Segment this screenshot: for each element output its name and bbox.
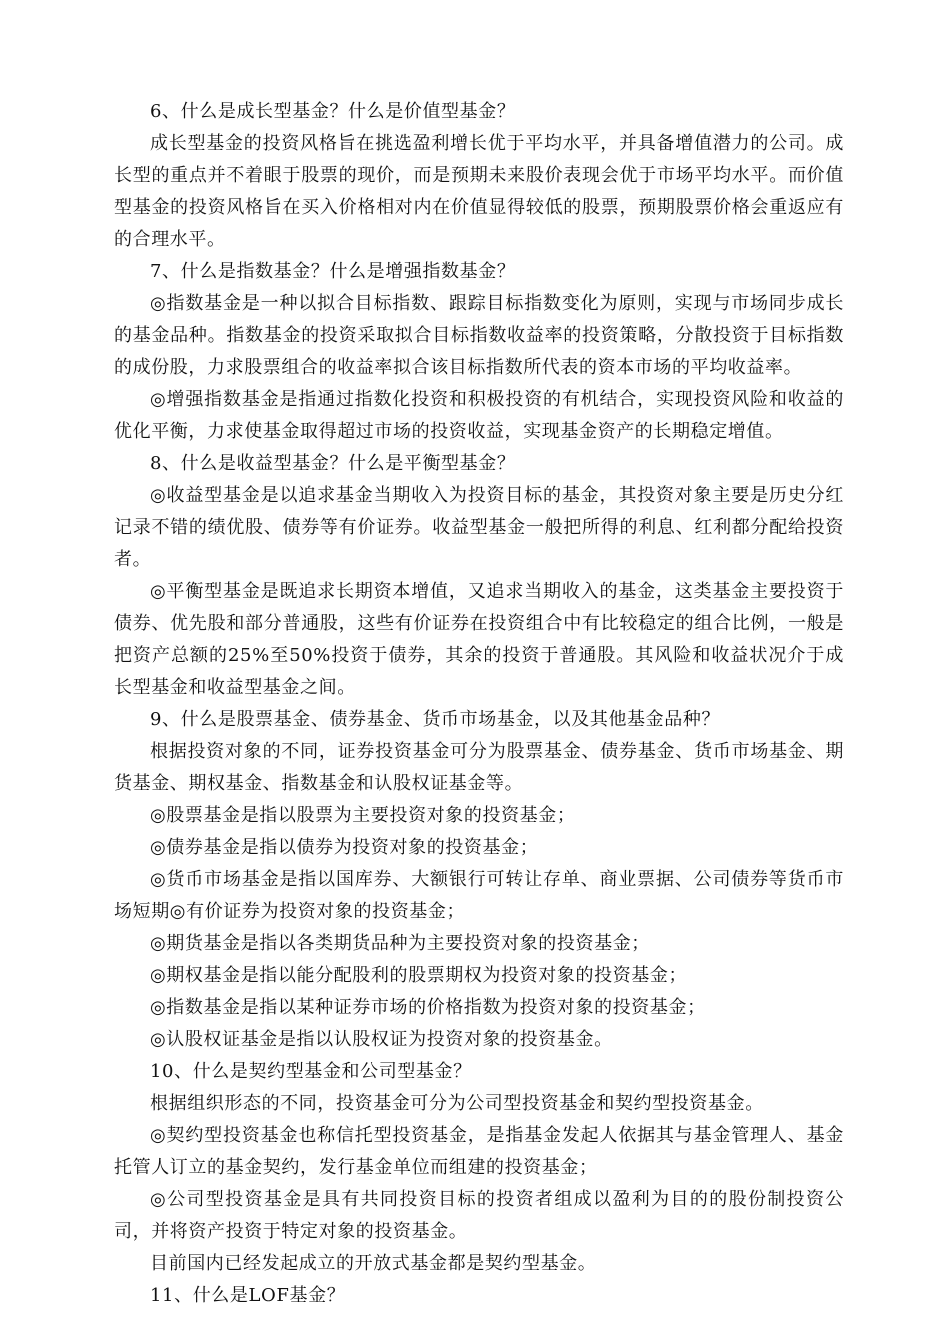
answer-paragraph: ◎收益型基金是以追求基金当期收入为投资目标的基金，其投资对象主要是历史分红记录不错的绩优股、债券等有价证券。收益型基金一般把所得的利息、红利都分配给投资者。	[114, 485, 844, 570]
answer-paragraph: 成长型基金的投资风格旨在挑选盈利增长优于平均水平，并具备增值潜力的公司。成长型的重点并不着眼于股票的现价，而是预期未来股价表现会优于市场平均水平。而价值型基金的投资风格旨在买入价格相对内在价值显得较低的股票，预期股票价格会重返应有的合理水平。	[114, 133, 844, 250]
question-heading: 7、什么是指数基金？什么是增强指数基金？	[150, 261, 516, 282]
answer-paragraph: ◎契约型投资基金也称信托型投资基金，是指基金发起人依据其与基金管理人、基金托管人订立的基金契约，发行基金单位而组建的投资基金；	[114, 1125, 844, 1178]
answer-paragraph: ◎增强指数基金是指通过指数化投资和积极投资的有机结合，实现投资风险和收益的优化平衡，力求使基金取得超过市场的投资收益，实现基金资产的长期稳定增值。	[114, 389, 844, 442]
answer-paragraph: ◎指数基金是一种以拟合目标指数、跟踪目标指数变化为原则，实现与市场同步成长的基金品种。指数基金的投资采取拟合目标指数收益率的投资策略，分散投资于目标指数的成份股，力求股票组合的收益率拟合该目标指数所代表的资本市场的平均收益率。	[114, 293, 844, 378]
list-item: ◎期权基金是指以能分配股利的股票期权为投资对象的投资基金；	[150, 965, 688, 986]
answer-paragraph: 目前国内已经发起成立的开放式基金都是契约型基金。	[150, 1253, 597, 1274]
list-item: ◎债券基金是指以债券为投资对象的投资基金；	[150, 837, 539, 858]
answer-paragraph: ◎平衡型基金是既追求长期资本增值，又追求当期收入的基金，这类基金主要投资于债券、优先股和部分普通股，这些有价证券在投资组合中有比较稳定的组合比例，一般是把资产总额的25%至50%投资于债券，其余的投资于普通股。其风险和收益状况介于成长型基金和收益型基金之间。	[114, 581, 844, 698]
answer-paragraph: ◎公司型投资基金是具有共同投资目标的投资者组成以盈利为目的的股份制投资公司，并将资产投资于特定对象的投资基金。	[114, 1189, 844, 1242]
list-item: ◎货币市场基金是指以国库券、大额银行可转让存单、商业票据、公司债券等货币市场短期◎有价证券为投资对象的投资基金；	[114, 869, 844, 922]
answer-paragraph: 根据投资对象的不同，证券投资基金可分为股票基金、债券基金、货币市场基金、期货基金、期权基金、指数基金和认股权证基金等。	[114, 741, 844, 794]
question-heading: 10、什么是契约型基金和公司型基金？	[150, 1061, 472, 1082]
list-item: ◎股票基金是指以股票为主要投资对象的投资基金；	[150, 805, 576, 826]
question-heading: 11、什么是LOF基金？	[150, 1285, 346, 1306]
list-item: ◎认股权证基金是指以认股权证为投资对象的投资基金。	[150, 1029, 613, 1050]
document-body	[114, 96, 844, 1312]
answer-paragraph: 根据组织形态的不同，投资基金可分为公司型投资基金和契约型投资基金。	[150, 1093, 764, 1114]
question-heading: 8、什么是收益型基金？什么是平衡型基金？	[150, 453, 516, 474]
list-item: ◎指数基金是指以某种证券市场的价格指数为投资对象的投资基金；	[150, 997, 706, 1018]
question-heading: 9、什么是股票基金、债券基金、货币市场基金，以及其他基金品种？	[150, 709, 721, 730]
question-heading: 6、什么是成长型基金？什么是价值型基金？	[150, 101, 516, 122]
list-item: ◎期货基金是指以各类期货品种为主要投资对象的投资基金；	[150, 933, 650, 954]
